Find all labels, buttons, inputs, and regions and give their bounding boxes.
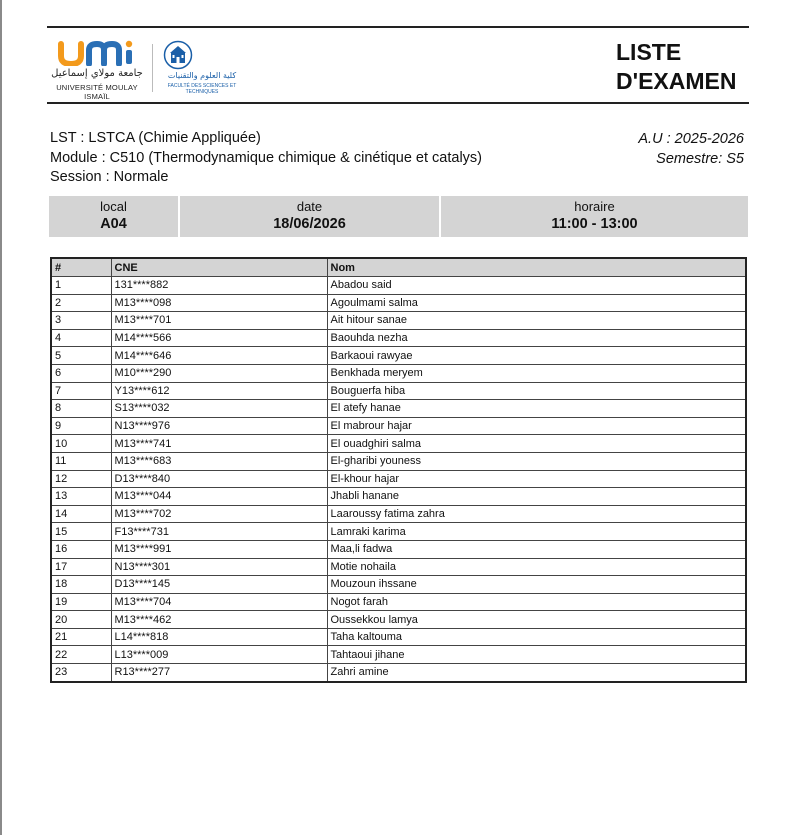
document-title-line2: D'EXAMEN bbox=[616, 68, 737, 94]
row-name: Mouzoun ihssane bbox=[327, 576, 746, 594]
faculty-arabic-name: كلية العلوم والتقنيات bbox=[167, 71, 237, 80]
row-number: 4 bbox=[51, 329, 111, 347]
row-cne: D13****840 bbox=[111, 470, 327, 488]
date-cell bbox=[180, 196, 439, 237]
table-body bbox=[51, 277, 746, 682]
local-value: A04 bbox=[100, 216, 127, 232]
row-name: Ait hitour sanae bbox=[327, 312, 746, 330]
row-cne: F13****731 bbox=[111, 523, 327, 541]
table-row bbox=[51, 470, 746, 488]
row-name: Abadou said bbox=[327, 277, 746, 295]
module-line: Module : C510 (Thermodynamique chimique & cinétique et catalys) bbox=[50, 149, 482, 166]
document-title-line1: LISTE bbox=[616, 39, 682, 65]
row-name: Nogot farah bbox=[327, 593, 746, 611]
row-number: 1 bbox=[51, 277, 111, 295]
date-label: date bbox=[296, 199, 323, 214]
row-cne: M13****683 bbox=[111, 452, 327, 470]
student-table bbox=[50, 257, 747, 683]
column-header-cne: CNE bbox=[111, 258, 327, 277]
table-row bbox=[51, 417, 746, 435]
time-cell bbox=[441, 196, 748, 237]
faculty-building-icon bbox=[163, 40, 193, 70]
faculty-logo bbox=[157, 40, 247, 96]
table-row bbox=[51, 488, 746, 506]
row-cne: Y13****612 bbox=[111, 382, 327, 400]
row-name: El-khour hajar bbox=[327, 470, 746, 488]
row-name: Barkaoui rawyae bbox=[327, 347, 746, 365]
row-name: El mabrour hajar bbox=[327, 417, 746, 435]
row-number: 21 bbox=[51, 628, 111, 646]
row-cne: D13****145 bbox=[111, 576, 327, 594]
row-number: 9 bbox=[51, 417, 111, 435]
university-arabic-name: جامعة مولاي إسماعيل bbox=[51, 68, 143, 79]
row-cne: M13****701 bbox=[111, 312, 327, 330]
row-name: Lamraki karima bbox=[327, 523, 746, 541]
time-value: 11:00 - 13:00 bbox=[551, 216, 638, 232]
row-name: Jhabli hanane bbox=[327, 488, 746, 506]
university-logo bbox=[47, 40, 147, 101]
row-number: 11 bbox=[51, 452, 111, 470]
table-row bbox=[51, 347, 746, 365]
table-row bbox=[51, 558, 746, 576]
table-row bbox=[51, 540, 746, 558]
table-row bbox=[51, 593, 746, 611]
row-number: 7 bbox=[51, 382, 111, 400]
exam-details-band bbox=[49, 196, 748, 237]
column-header-name: Nom bbox=[327, 258, 746, 277]
row-cne: M13****044 bbox=[111, 488, 327, 506]
row-cne: N13****301 bbox=[111, 558, 327, 576]
row-cne: L14****818 bbox=[111, 628, 327, 646]
table-row bbox=[51, 523, 746, 541]
document-title bbox=[616, 38, 746, 96]
table-row bbox=[51, 382, 746, 400]
row-cne: M14****646 bbox=[111, 347, 327, 365]
row-name: Laaroussy fatima zahra bbox=[327, 505, 746, 523]
row-number: 20 bbox=[51, 611, 111, 629]
row-number: 3 bbox=[51, 312, 111, 330]
exam-info bbox=[50, 129, 482, 188]
academic-year: A.U : 2025-2026 bbox=[638, 131, 744, 147]
local-cell bbox=[49, 196, 178, 237]
row-cne: M10****290 bbox=[111, 364, 327, 382]
header-bottom-rule bbox=[47, 102, 749, 104]
row-name: Baouhda nezha bbox=[327, 329, 746, 347]
row-number: 15 bbox=[51, 523, 111, 541]
session-line: Session : Normale bbox=[50, 169, 169, 185]
row-cne: 131****882 bbox=[111, 277, 327, 295]
row-cne: R13****277 bbox=[111, 664, 327, 682]
row-number: 10 bbox=[51, 435, 111, 453]
row-name: Taha kaltouma bbox=[327, 628, 746, 646]
row-cne: M13****702 bbox=[111, 505, 327, 523]
table-row bbox=[51, 400, 746, 418]
table-row bbox=[51, 294, 746, 312]
row-cne: L13****009 bbox=[111, 646, 327, 664]
row-cne: M13****462 bbox=[111, 611, 327, 629]
table-row bbox=[51, 576, 746, 594]
row-number: 5 bbox=[51, 347, 111, 365]
row-number: 12 bbox=[51, 470, 111, 488]
table-row bbox=[51, 435, 746, 453]
row-number: 19 bbox=[51, 593, 111, 611]
row-cne: N13****976 bbox=[111, 417, 327, 435]
table-row bbox=[51, 364, 746, 382]
table-row bbox=[51, 329, 746, 347]
row-number: 18 bbox=[51, 576, 111, 594]
table-row bbox=[51, 611, 746, 629]
row-name: Tahtaoui jihane bbox=[327, 646, 746, 664]
row-number: 8 bbox=[51, 400, 111, 418]
table-row bbox=[51, 312, 746, 330]
table-row bbox=[51, 277, 746, 295]
header-top-rule bbox=[47, 26, 749, 28]
faculty-french-name: FACULTÉ DES SCIENCES ET TECHNIQUES bbox=[167, 83, 237, 95]
page-left-edge bbox=[0, 0, 2, 835]
local-label: local bbox=[100, 199, 127, 214]
row-cne: M13****704 bbox=[111, 593, 327, 611]
row-cne: M13****741 bbox=[111, 435, 327, 453]
row-cne: M14****566 bbox=[111, 329, 327, 347]
row-name: Oussekkou lamya bbox=[327, 611, 746, 629]
logo-divider bbox=[152, 44, 153, 92]
row-number: 6 bbox=[51, 364, 111, 382]
umi-logo-mark bbox=[57, 40, 137, 66]
time-label: horaire bbox=[574, 199, 615, 214]
table-row bbox=[51, 505, 746, 523]
row-name: Bouguerfa hiba bbox=[327, 382, 746, 400]
row-name: Zahri amine bbox=[327, 664, 746, 682]
table-header-row bbox=[51, 258, 746, 277]
row-cne: M13****991 bbox=[111, 540, 327, 558]
university-french-name: UNIVERSITÉ MOULAY ISMAÏL bbox=[56, 83, 138, 101]
row-name: El ouadghiri salma bbox=[327, 435, 746, 453]
table-row bbox=[51, 452, 746, 470]
academic-info bbox=[638, 130, 744, 169]
row-name: El atefy hanae bbox=[327, 400, 746, 418]
table-row bbox=[51, 646, 746, 664]
row-name: El-gharibi youness bbox=[327, 452, 746, 470]
row-name: Maa,li fadwa bbox=[327, 540, 746, 558]
table-row bbox=[51, 664, 746, 682]
table-row bbox=[51, 628, 746, 646]
row-name: Benkhada meryem bbox=[327, 364, 746, 382]
row-number: 13 bbox=[51, 488, 111, 506]
row-number: 17 bbox=[51, 558, 111, 576]
date-value: 18/06/2026 bbox=[273, 216, 346, 232]
row-name: Motie nohaila bbox=[327, 558, 746, 576]
row-cne: S13****032 bbox=[111, 400, 327, 418]
row-name: Agoulmami salma bbox=[327, 294, 746, 312]
semester: Semestre: S5 bbox=[656, 150, 744, 167]
row-number: 16 bbox=[51, 540, 111, 558]
row-number: 14 bbox=[51, 505, 111, 523]
program-line: LST : LSTCA (Chimie Appliquée) bbox=[50, 130, 261, 146]
row-cne: M13****098 bbox=[111, 294, 327, 312]
row-number: 23 bbox=[51, 664, 111, 682]
row-number: 22 bbox=[51, 646, 111, 664]
row-number: 2 bbox=[51, 294, 111, 312]
column-header-number: # bbox=[51, 258, 111, 277]
